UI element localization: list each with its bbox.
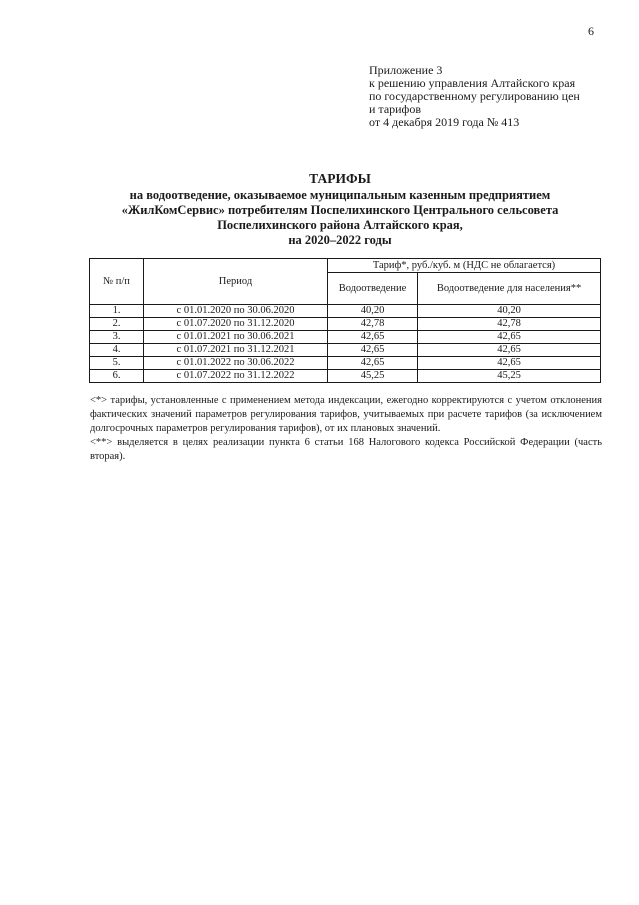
document-title xyxy=(40,171,639,248)
table-row xyxy=(90,357,601,370)
row-wastewater: 42,65 xyxy=(328,357,418,370)
header-num: № п/п xyxy=(90,259,144,305)
title-line: «ЖилКомСервис» потребителям Поспелихинского Центрального сельсовета xyxy=(121,203,559,217)
table-header-row xyxy=(90,259,601,273)
footnote-population: <**> выделяется в целях реализации пункта 6 статьи 168 Налогового кодекса Российской Федерации (часть вторая). xyxy=(90,437,602,462)
row-wastewater: 40,20 xyxy=(328,305,418,318)
row-wastewater-population: 45,25 xyxy=(418,370,601,383)
tariff-table xyxy=(89,258,601,383)
row-period: с 01.01.2021 по 30.06.2021 xyxy=(144,331,328,344)
header-wastewater-population: Водоотведение для населения** xyxy=(418,273,601,305)
table-row xyxy=(90,344,601,357)
footnote-tariff: <*> тарифы, установленные с применением метода индексации, ежегодно корректируются с учетом отклонения фактических значений параметров регулирования тарифов, учитываемых при расчете тарифов (за исключением долгосрочных параметров регулирования тарифов), от их плановых значений. xyxy=(90,395,602,434)
row-period: с 01.01.2022 по 30.06.2022 xyxy=(144,357,328,370)
header-wastewater: Водоотведение xyxy=(328,273,418,305)
row-num: 1. xyxy=(90,305,144,318)
row-wastewater-population: 42,65 xyxy=(418,357,601,370)
title-line: Поспелихинского района Алтайского края, xyxy=(217,218,463,232)
appendix-line: по государственному регулированию цен xyxy=(369,89,580,103)
table-row xyxy=(90,331,601,344)
table-row xyxy=(90,305,601,318)
title-heading: ТАРИФЫ xyxy=(309,171,371,186)
header-period: Период xyxy=(144,259,328,305)
appendix-line: к решению управления Алтайского края xyxy=(369,76,576,90)
row-period: с 01.07.2022 по 31.12.2022 xyxy=(144,370,328,383)
row-num: 3. xyxy=(90,331,144,344)
appendix-block xyxy=(369,64,619,129)
row-period: с 01.07.2020 по 31.12.2020 xyxy=(144,318,328,331)
row-wastewater-population: 42,65 xyxy=(418,344,601,357)
appendix-line: от 4 декабря 2019 года № 413 xyxy=(369,115,520,129)
row-wastewater-population: 42,65 xyxy=(418,331,601,344)
row-wastewater: 42,78 xyxy=(328,318,418,331)
row-num: 4. xyxy=(90,344,144,357)
row-num: 6. xyxy=(90,370,144,383)
row-period: с 01.01.2020 по 30.06.2020 xyxy=(144,305,328,318)
row-num: 2. xyxy=(90,318,144,331)
row-wastewater: 42,65 xyxy=(328,331,418,344)
row-wastewater-population: 40,20 xyxy=(418,305,601,318)
title-line: на водоотведение, оказываемое муниципальным казенным предприятием xyxy=(129,188,551,202)
table-row xyxy=(90,370,601,383)
row-wastewater: 42,65 xyxy=(328,344,418,357)
table-row xyxy=(90,318,601,331)
row-num: 5. xyxy=(90,357,144,370)
footnotes xyxy=(90,394,602,464)
row-wastewater: 45,25 xyxy=(328,370,418,383)
appendix-line: Приложение 3 xyxy=(369,63,443,77)
row-wastewater-population: 42,78 xyxy=(418,318,601,331)
appendix-line: и тарифов xyxy=(369,102,422,116)
title-line: на 2020–2022 годы xyxy=(288,233,392,247)
page-number: 6 xyxy=(588,24,594,38)
header-tariff-group: Тариф*, руб./куб. м (НДС не облагается) xyxy=(328,259,601,273)
row-period: с 01.07.2021 по 31.12.2021 xyxy=(144,344,328,357)
